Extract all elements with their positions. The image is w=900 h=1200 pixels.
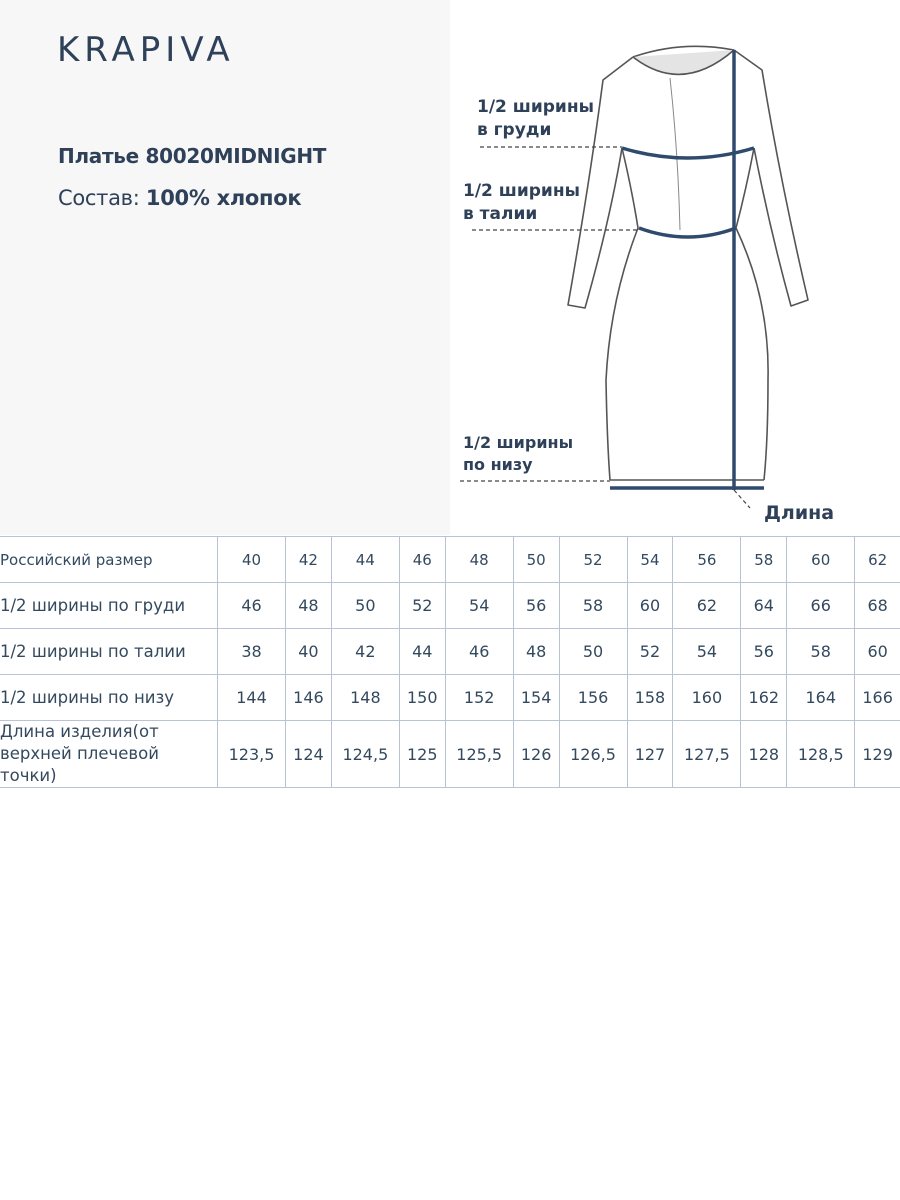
table-cell: 48 (286, 583, 332, 629)
table-cell: 148 (331, 675, 399, 721)
size-header-cell: 60 (787, 537, 855, 583)
row-label: 1/2 ширины по груди (0, 583, 218, 629)
waist-label: 1/2 ширины в талии (463, 181, 580, 224)
table-row (0, 675, 900, 721)
size-header-cell: 46 (399, 537, 445, 583)
table-row (0, 721, 900, 788)
table-cell: 162 (741, 675, 787, 721)
size-header-cell: 50 (513, 537, 559, 583)
size-header-cell: 40 (218, 537, 286, 583)
table-cell: 146 (286, 675, 332, 721)
table-cell: 52 (627, 629, 673, 675)
table-cell: 60 (855, 629, 900, 675)
table-cell: 44 (399, 629, 445, 675)
table-header-label: Российский размер (0, 537, 218, 583)
table-cell: 42 (331, 629, 399, 675)
table-cell: 58 (559, 583, 627, 629)
size-header-cell: 44 (331, 537, 399, 583)
table-cell: 166 (855, 675, 900, 721)
table-cell: 156 (559, 675, 627, 721)
table-cell: 50 (559, 629, 627, 675)
table-cell: 124,5 (331, 721, 399, 788)
table-cell: 126 (513, 721, 559, 788)
table-cell: 54 (673, 629, 741, 675)
table-cell: 56 (513, 583, 559, 629)
table-cell: 125,5 (445, 721, 513, 788)
table-cell: 46 (445, 629, 513, 675)
composition-value: 100% хлопок (145, 186, 302, 210)
table-header-row (0, 537, 900, 583)
table-cell: 160 (673, 675, 741, 721)
table-cell: 48 (513, 629, 559, 675)
table-cell: 50 (331, 583, 399, 629)
table-cell: 40 (286, 629, 332, 675)
size-header-cell: 52 (559, 537, 627, 583)
table-cell: 123,5 (218, 721, 286, 788)
table-cell: 129 (855, 721, 900, 788)
table-cell: 62 (673, 583, 741, 629)
table-cell: 128 (741, 721, 787, 788)
hem-label: 1/2 ширины по низу (463, 433, 574, 474)
table-cell: 126,5 (559, 721, 627, 788)
table-cell: 144 (218, 675, 286, 721)
length-label: Длина (764, 502, 835, 524)
table-row (0, 629, 900, 675)
size-header-cell: 56 (673, 537, 741, 583)
row-label: 1/2 ширины по талии (0, 629, 218, 675)
row-label: Длина изделия(от верхней плечевой точки) (0, 721, 218, 788)
table-cell: 46 (218, 583, 286, 629)
size-header-cell: 54 (627, 537, 673, 583)
table-cell: 66 (787, 583, 855, 629)
table-cell: 56 (741, 629, 787, 675)
table-cell: 68 (855, 583, 900, 629)
table-cell: 54 (445, 583, 513, 629)
size-header-cell: 42 (286, 537, 332, 583)
table-cell: 52 (399, 583, 445, 629)
table-cell: 158 (627, 675, 673, 721)
table-cell: 152 (445, 675, 513, 721)
table-cell: 60 (627, 583, 673, 629)
table-cell: 150 (399, 675, 445, 721)
chest-label: 1/2 ширины в груди (477, 97, 594, 140)
table-cell: 128,5 (787, 721, 855, 788)
table-cell: 58 (787, 629, 855, 675)
size-header-cell: 58 (741, 537, 787, 583)
table-cell: 127,5 (673, 721, 741, 788)
brand-logo: KRAPIVA (57, 30, 235, 70)
row-label: 1/2 ширины по низу (0, 675, 218, 721)
info-panel (0, 0, 450, 535)
size-header-cell: 62 (855, 537, 900, 583)
table-cell: 38 (218, 629, 286, 675)
composition (58, 186, 301, 210)
size-header-cell: 48 (445, 537, 513, 583)
table-cell: 124 (286, 721, 332, 788)
table-cell: 125 (399, 721, 445, 788)
table-cell: 127 (627, 721, 673, 788)
dress-measurement-diagram (450, 0, 900, 535)
product-title: Платье 80020MIDNIGHT (58, 144, 327, 168)
table-cell: 64 (741, 583, 787, 629)
table-cell: 164 (787, 675, 855, 721)
table-row (0, 583, 900, 629)
size-chart-table (0, 536, 900, 788)
table-cell: 154 (513, 675, 559, 721)
composition-label: Состав: (58, 186, 140, 210)
